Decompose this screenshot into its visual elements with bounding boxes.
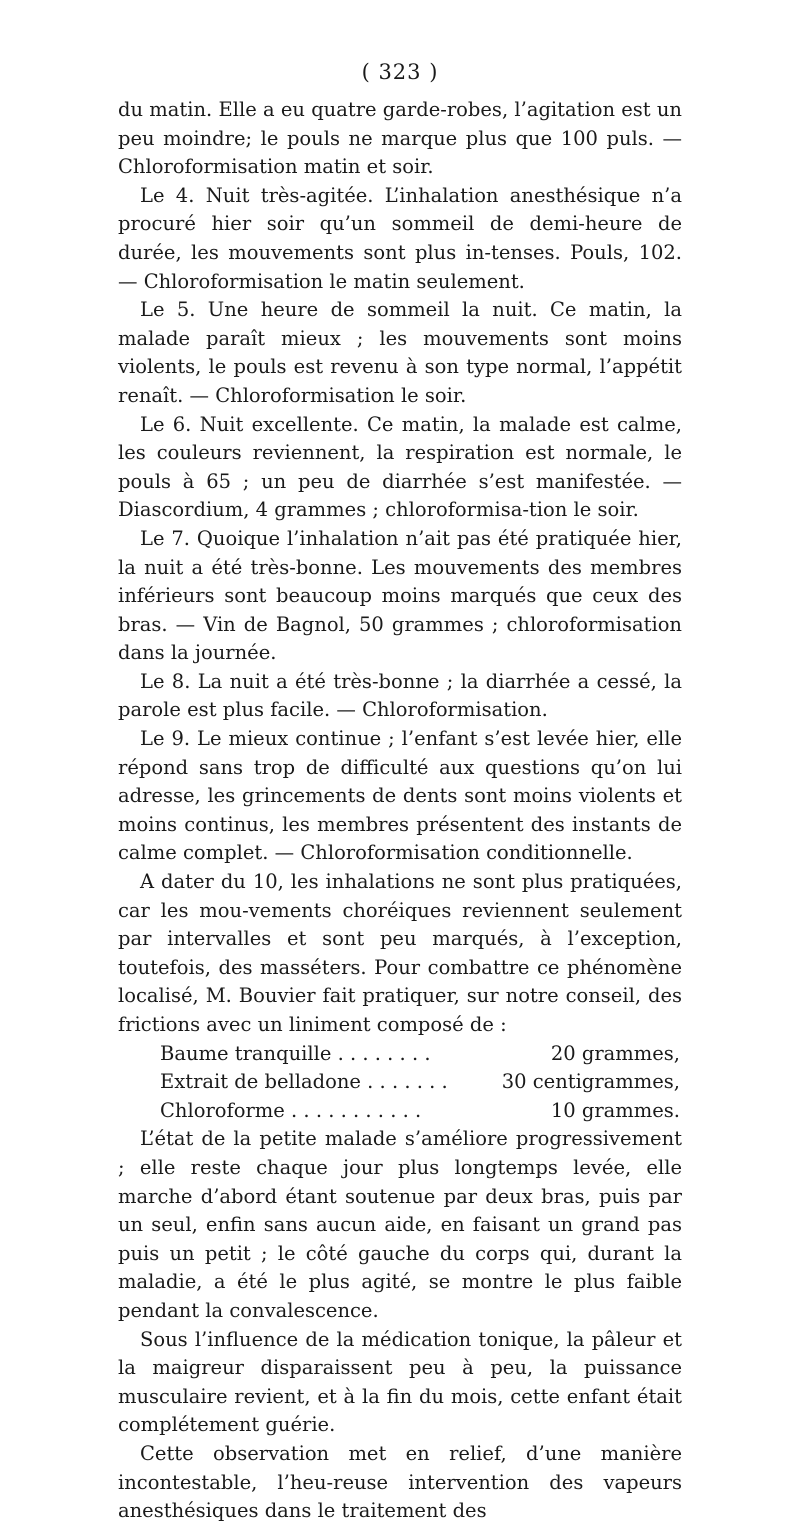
recipe-dose: 30 centigrammes, — [501, 1070, 680, 1094]
paragraph: Le 8. La nuit a été très-bonne ; la diarrhée a cessé, la parole est plus facile. — Chloroformisation. — [118, 669, 682, 722]
paragraph: Le 5. Une heure de sommeil la nuit. Ce matin, la malade paraît mieux ; les mouvements sont moins violents, le pouls est revenu à son type normal, l’appétit renaît. — Chloroformisation le soir. — [118, 298, 682, 407]
liniment-recipe — [160, 1040, 680, 1126]
body-text — [118, 96, 682, 1526]
recipe-row — [160, 1097, 680, 1126]
recipe-ingredient: Chloroforme . . . . . . . . . . . — [160, 1098, 422, 1122]
paragraph: du matin. Elle a eu quatre garde-robes, l’agitation est un peu moindre; le pouls ne marque plus que 100 puls. — Chloroformisation matin et soir. — [118, 98, 682, 179]
recipe-ingredient: Extrait de belladone . . . . . . . — [160, 1070, 448, 1094]
recipe-row — [160, 1068, 680, 1097]
page-number: ( 323 ) — [361, 60, 439, 84]
paragraph: Le 7. Quoique l’inhalation n’ait pas été pratiquée hier, la nuit a été très-bonne. Les mouvements des membres inférieurs sont beaucoup moins marqués que ceux des bras. — Vin de Bagnol, 50 grammes ; chloroformisation dans la journée. — [118, 526, 682, 665]
recipe-dose: 20 grammes, — [550, 1041, 680, 1065]
paragraph: Le 6. Nuit excellente. Ce matin, la malade est calme, les couleurs reviennent, la respiration est normale, le pouls à 65 ; un peu de diarrhée s’est manifestée. — Diascordium, 4 grammes ; chloroformisa-tion le soir. — [118, 412, 682, 522]
paragraph: Sous l’influence de la médication tonique, la pâleur et la maigreur disparaissent peu à peu, la puissance musculaire revient, et à la fin du mois, cette enfant était complétement guérie. — [118, 1327, 682, 1437]
paragraph: L’état de la petite malade s’améliore progressivement ; elle reste chaque jour plus longtemps levée, elle marche d’abord étant soutenue par deux bras, puis par un seul, enfin sans aucun aide, en faisant un grand pas puis un petit ; le côté gauche du corps qui, durant la maladie, a été le plus agité, se montre le plus faible pendant la convalescence. — [118, 1127, 682, 1322]
recipe-dose: 10 grammes. — [550, 1098, 680, 1122]
paragraph: Le 9. Le mieux continue ; l’enfant s’est levée hier, elle répond sans trop de difficulté aux questions qu’on lui adresse, les grincements de dents sont moins violents et moins continus, les membres présentent des instants de calme complet. — Chloroformisation conditionnelle. — [118, 727, 682, 865]
recipe-row — [160, 1040, 680, 1069]
paragraph: A dater du 10, les inhalations ne sont plus pratiquées, car les mou-vements choréiques reviennent seulement par intervalles et sont peu marqués, à l’exception, toutefois, des masséters. Pour combattre ce phénomène localisé, M. Bouvier fait pratiquer, sur notre conseil, des frictions avec un liniment composé de : — [118, 870, 682, 1036]
recipe-ingredient: Baume tranquille . . . . . . . . — [160, 1041, 431, 1065]
paragraph: Cette observation met en relief, d’une manière incontestable, l’heu-reuse intervention des vapeurs anesthésiques dans le traitement des — [118, 1441, 682, 1523]
paragraph: Le 4. Nuit très-agitée. L’inhalation anesthésique n’a procuré hier soir qu’un sommeil de demi-heure de durée, les mouvements sont plus in-tenses. Pouls, 102. — Chloroformisation le matin seulement. — [118, 183, 682, 293]
